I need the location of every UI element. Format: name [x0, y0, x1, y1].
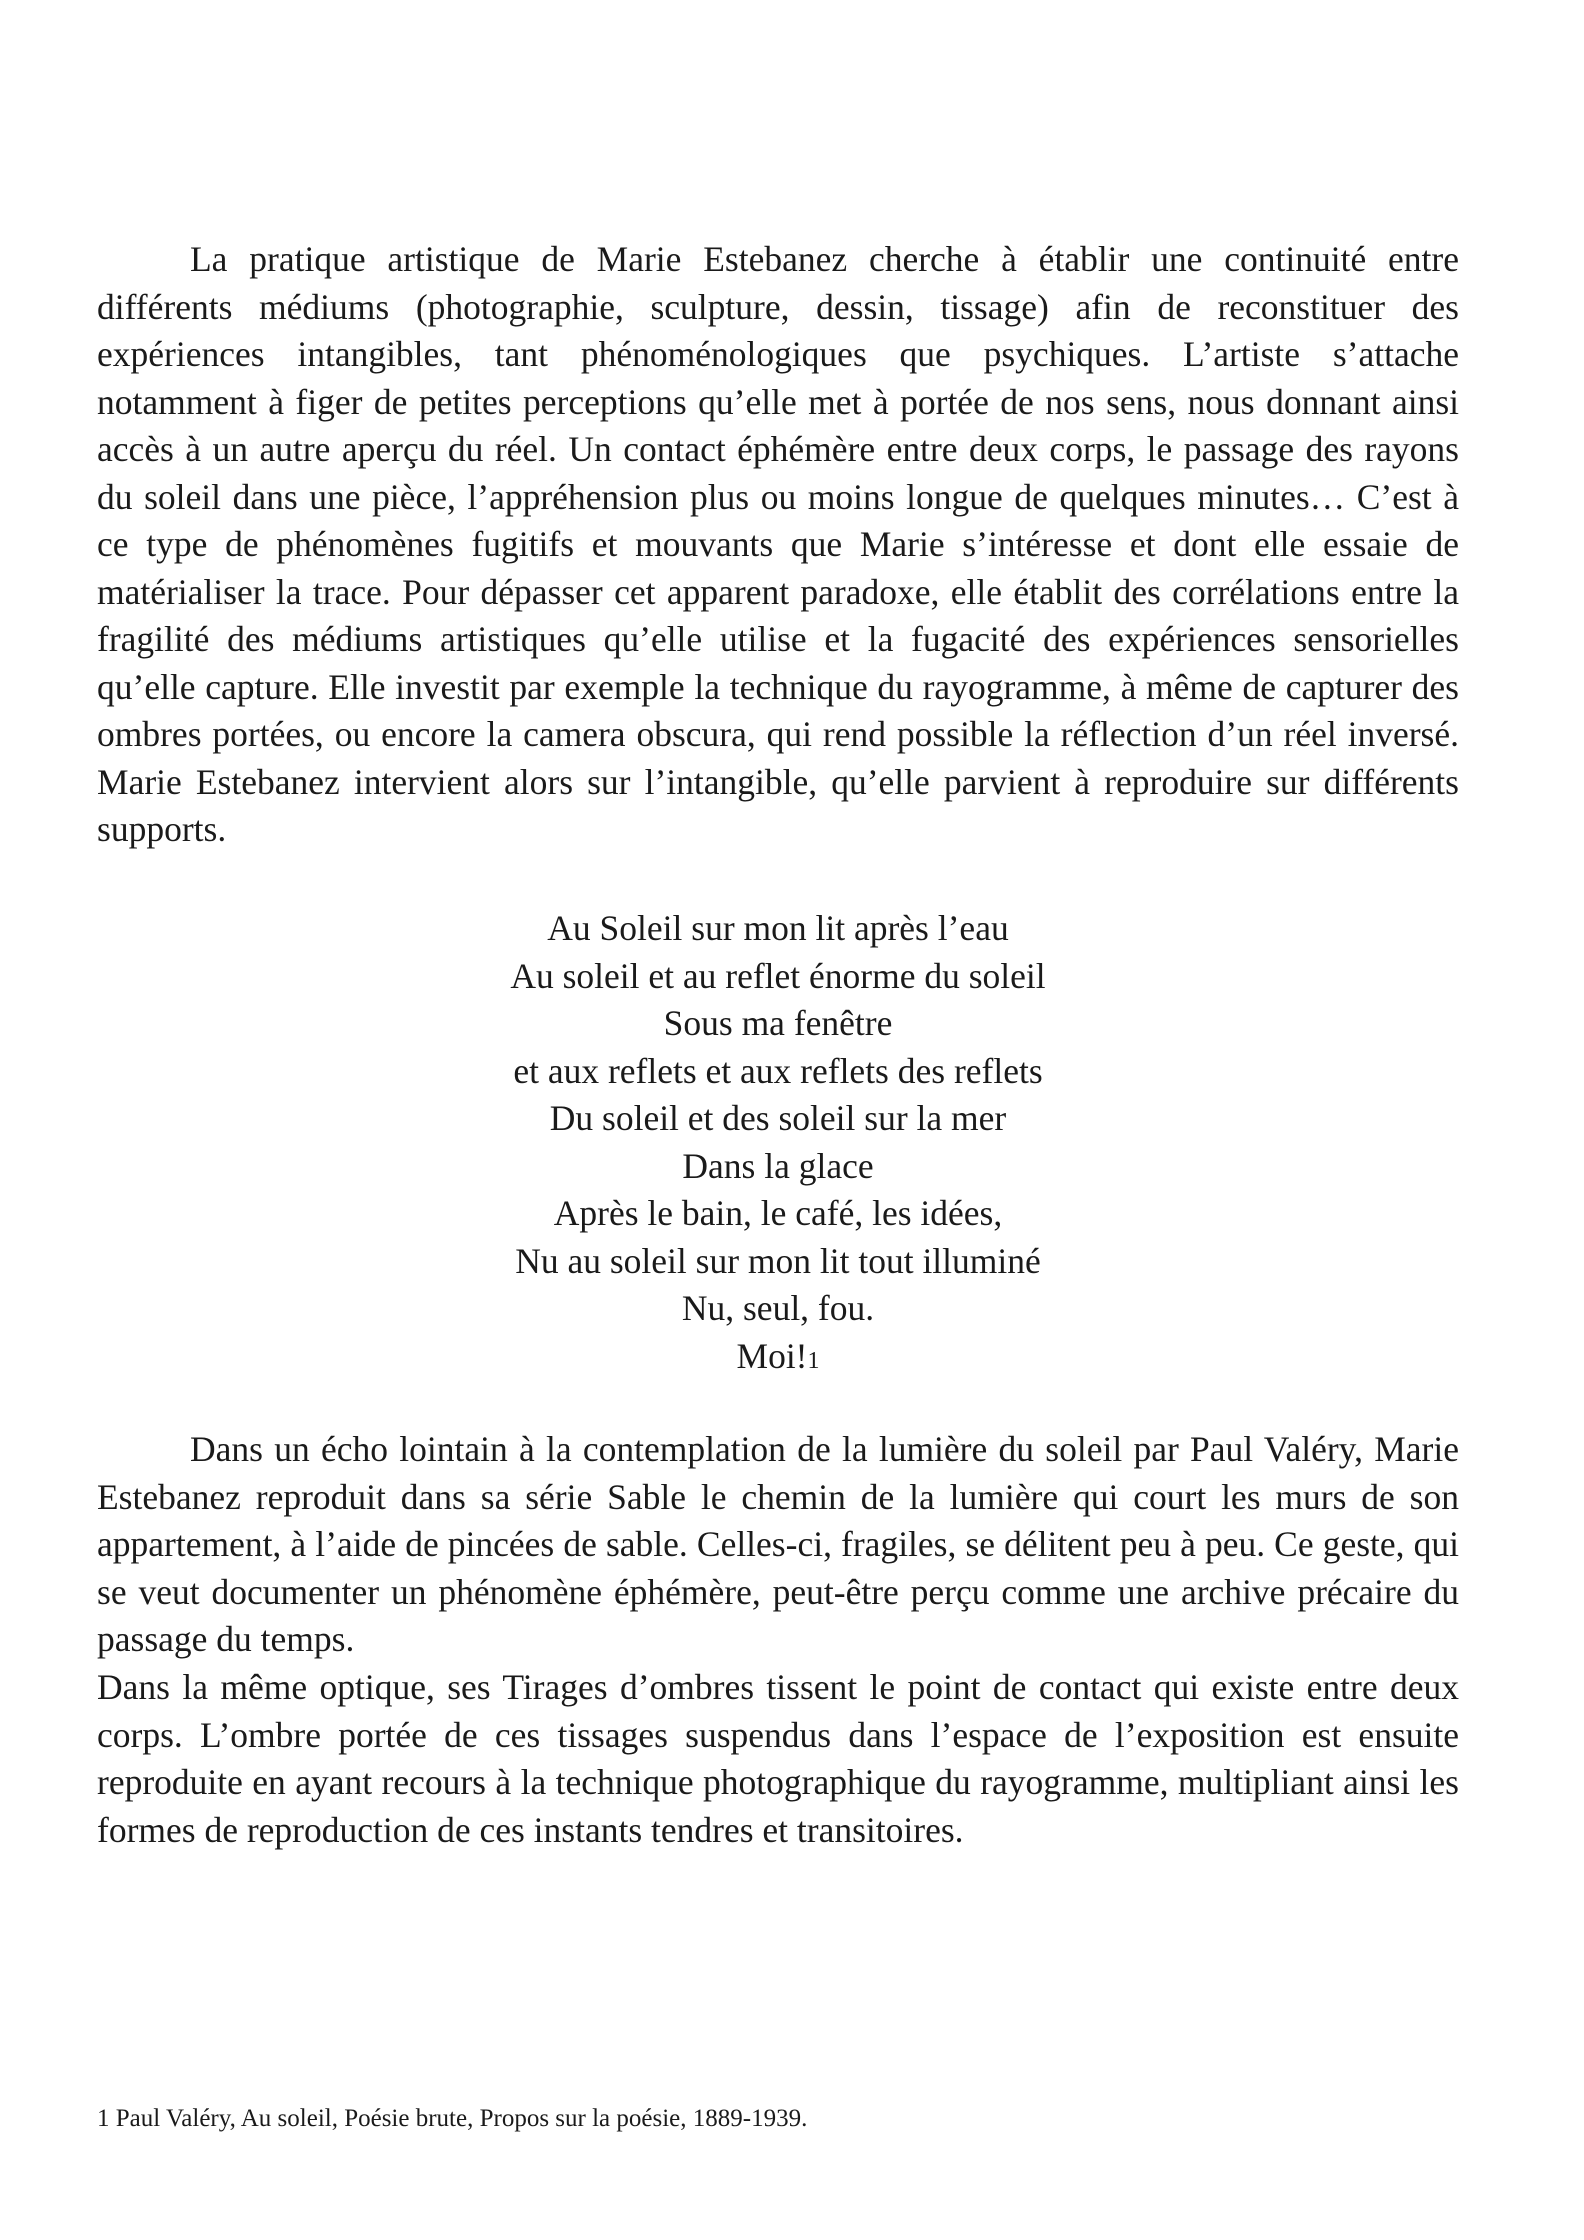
poem-line: et aux reflets et aux reflets des reflets [513, 1050, 1043, 1091]
poem-quote [97, 905, 1459, 1385]
footnote: 1 Paul Valéry, Au soleil, Poésie brute, Propos sur la poésie, 1889-1939. [97, 2105, 808, 2132]
sable-paragraph: Dans un écho lointain à la contemplation de la lumière du soleil par Paul Valéry, Marie Estebanez reproduit dans sa série Sable le chemin de la lumière qui court les murs de son appartement, à l’aide de pincées de sable. Celles-ci, fragiles, se délitent peu à peu. Ce geste, qui se veut documenter un phénomène éphémère, peut-être perçu comme une archive précaire du passage du temps. [97, 1429, 1459, 1659]
poem-line: Nu au soleil sur mon lit tout illuminé [515, 1240, 1041, 1281]
poem-line: Du soleil et des soleil sur la mer [549, 1098, 1007, 1138]
intro-paragraph: La pratique artistique de Marie Estebanez cherche à établir une continuité entre différents médiums (photographie, sculpture, dessin, tissage) afin de reconstituer des expériences intangibles, tant phénoménologiques que psychiques. L’artiste s’attache notamment à figer de petites perceptions qu’elle met à portée de nos sens, nous donnant ainsi accès à un autre aperçu du réel. Un contact éphémère entre deux corps, le passage des rayons du soleil dans une pièce, l’appréhension plus ou moins longue de quelques minutes… C’est à ce type de phénomènes fugitifs et mouvants que Marie s’intéresse et dont elle essaie de matérialiser la trace. Pour dépasser cet apparent paradoxe, elle établit des corrélations entre la fragilité des médiums artistiques qu’elle utilise et la fugacité des expériences sensorielles qu’elle capture. Elle investit par exemple la technique du rayogramme, à même de capturer des ombres portées, ou encore la camera obscura, qui rend possible la réflection d’un réel inversé. Marie Estebanez intervient alors sur l’intangible, qu’elle parvient à reproduire sur différents supports. [97, 239, 1459, 849]
poem-line: Au Soleil sur mon lit après l’eau [547, 908, 1009, 948]
poem-line: Dans la glace [682, 1145, 874, 1186]
poem-last-line [97, 1333, 1459, 1386]
poem-line: Nu, seul, fou. [681, 1288, 875, 1328]
poem-line: Sous ma fenêtre [663, 1003, 893, 1043]
footnote-reference: 1 [807, 1347, 820, 1374]
poem-line: Au soleil et au reflet énorme du soleil [510, 955, 1046, 996]
poem-line: Après le bain, le café, les idées, [553, 1193, 1003, 1233]
poem-last-line-text: Moi! [736, 1335, 808, 1376]
tirages-paragraph: Dans la même optique, ses Tirages d’ombres tissent le point de contact qui existe entre deux corps. L’ombre portée de ces tissages suspendus dans l’espace de l’exposition est ensuite reproduite en ayant recours à la technique photographique du rayogramme, multipliant ainsi les formes de reproduction de ces instants tendres et transitoires. [97, 1667, 1459, 1850]
